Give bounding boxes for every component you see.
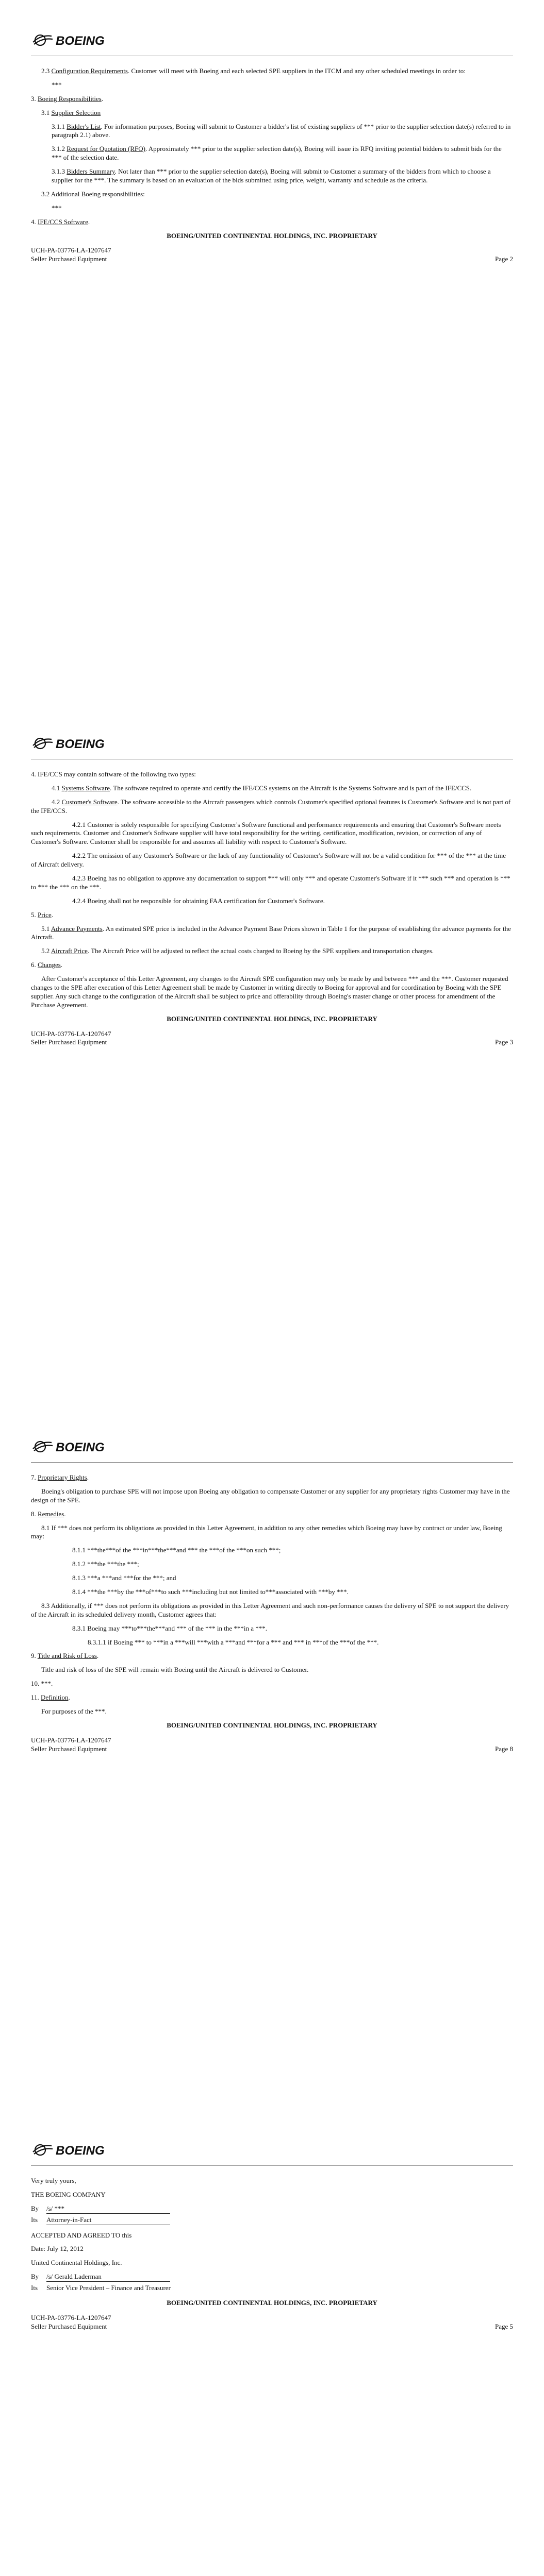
company-name: THE BOEING COMPANY — [31, 2190, 106, 2198]
document-id: UCH-PA-03776-LA-1207647 — [31, 1029, 111, 1038]
page-footer — [31, 1736, 513, 1754]
page-footer — [31, 2314, 513, 2331]
paragraph: 4.2.3 Boeing has no obligation to approve any documentation to support *** will only *** and operate Customer's Software if it *** such *** and operation is *** to *** the *** on the ***. — [31, 874, 510, 891]
page-body — [31, 770, 513, 1047]
boeing-logo — [31, 30, 124, 50]
page-number: Page 5 — [494, 2322, 513, 2330]
paragraph: 3.1.2 Request for Quotation (RFQ). Approximately *** prior to the supplier selection date(s), Boeing will issue its RFQ inviting potential bidders to submit bids for the *** of the selection date. — [52, 145, 502, 162]
document-title: Seller Purchased Equipment — [31, 255, 107, 263]
paragraph: 4.2.4 Boeing shall not be responsible for obtaining FAA certification for Customer's Software. — [72, 896, 325, 905]
section-heading: 4. IFE/CCS Software. — [31, 217, 90, 226]
paragraph: 4. IFE/CCS may contain software of the following two types: — [31, 770, 196, 778]
redacted-text: *** — [52, 204, 62, 212]
paragraph: 4.2 Customer's Software. The software accessible to the Aircraft passengers which controls Customer's specified optional features is Customer's Software and is not part of the IFE/CCS. — [31, 798, 511, 815]
page-footer — [31, 246, 513, 264]
subsection-heading: 3.1 Supplier Selection — [41, 108, 101, 116]
paragraph: 4.1 Systems Software. The software required to operate and certify the IFE/CCS systems on the Aircraft is the Systems Software and is part of the IFE/CCS. — [52, 784, 472, 792]
paragraph: 5.1 Advance Payments. An estimated SPE price is included in the Advance Payment Base Prices shown in Table 1 for the purpose of establishing the advance payments for the Aircraft. — [31, 924, 511, 941]
signature-label: Its — [31, 2284, 38, 2292]
section-heading: 5. Price. — [31, 910, 53, 919]
section-heading: 11. Definition. — [31, 1693, 70, 1702]
boeing-logo — [31, 733, 124, 754]
company-name: United Continental Holdings, Inc. — [31, 2259, 122, 2267]
signature-by — [31, 2273, 513, 2282]
paragraph: 5.2 Aircraft Price. The Aircraft Price will be adjusted to reflect the actual costs charged to Boeing by the SPE suppliers and transportation charges. — [41, 947, 434, 955]
signature-value: /s/ Gerald Laderman — [46, 2273, 170, 2282]
document-title: Seller Purchased Equipment — [31, 1038, 107, 1046]
document-id: UCH-PA-03776-LA-1207647 — [31, 2313, 111, 2321]
paragraph: 8.1 If *** does not perform its obligations as provided in this Letter Agreement, in addition to any other remedies which Boeing may have by contract or under law, Boeing may: — [31, 1523, 502, 1540]
svg-text:BOEING: BOEING — [56, 34, 105, 48]
list-item: 8.3.1.1 if Boeing *** to ***in a ***will ***with a ***and ***for a *** and *** in ***of the ***of the ***. — [88, 1638, 379, 1646]
svg-text:BOEING: BOEING — [56, 737, 105, 751]
paragraph: 4.2.2 The omission of any Customer's Software or the lack of any functionality of Customer's Software will not be a valid condition for *** of the *** at the time of Aircraft delivery. — [31, 852, 506, 869]
document-title: Seller Purchased Equipment — [31, 1744, 107, 1753]
document-page — [0, 703, 544, 1406]
signature-label: By — [31, 2204, 39, 2212]
svg-text:BOEING: BOEING — [56, 2144, 105, 2158]
paragraph: For purposes of the ***. — [41, 1707, 107, 1716]
paragraph: Boeing's obligation to purchase SPE will not impose upon Boeing any obligation to compensate Customer or any supplier for any proprietary rights Customer may have in the design of the SPE. — [31, 1487, 510, 1504]
paragraph: 8.3 Additionally, if *** does not perform its obligations as provided in this Letter Agreement and such non-performance causes the delivery of SPE to not support the delivery of the Aircraft in its scheduled delivery month, Customer agrees that: — [31, 1601, 509, 1618]
boeing-logo — [31, 1436, 124, 1457]
header-rule — [31, 1462, 513, 1463]
list-item: 8.1.1 ***the***of the ***in***the***and *** the ***of the ***on such ***; — [72, 1546, 281, 1554]
paragraph: 3.1.3 Bidders Summary. Not later than *** prior to the supplier selection date(s), Boeing will submit to Customer a summary of the bidders from which to choose a supplier for the ***. The summary is based on an evaluation of the bids submitted using price, weight, warranty and schedule as the criteria. — [52, 167, 491, 184]
document-page — [0, 0, 544, 703]
paragraph: 3.1.1 Bidder's List. For information purposes, Boeing will submit to Customer a bidder's list of existing suppliers of *** prior to the supplier selection date(s) referred to in paragraph 2.1) above. — [52, 122, 511, 139]
signature-its — [31, 2284, 513, 2293]
signature-label: Its — [31, 2215, 38, 2224]
page-body — [31, 2177, 513, 2331]
svg-text:BOEING: BOEING — [56, 1440, 105, 1454]
page-number: Page 2 — [494, 255, 513, 263]
section-heading: 10. ***. — [31, 1680, 53, 1688]
page-footer — [31, 1030, 513, 1047]
signature-value: Attorney-in-Fact — [46, 2216, 170, 2225]
document-title: Seller Purchased Equipment — [31, 2322, 107, 2330]
acceptance-line: ACCEPTED AND AGREED TO this — [31, 2231, 132, 2239]
signature-value: Senior Vice President – Finance and Treasurer — [46, 2284, 171, 2292]
section-heading: 8. Remedies. — [31, 1510, 66, 1518]
proprietary-notice: BOEING/UNITED CONTINENTAL HOLDINGS, INC. PROPRIETARY — [167, 1721, 377, 1729]
signature-value: /s/ *** — [46, 2205, 170, 2214]
acceptance-date: Date: July 12, 2012 — [31, 2245, 84, 2253]
page-body — [31, 67, 513, 264]
list-item: 8.3.1 Boeing may ***to***the***and *** of the *** in the ***in a ***. — [72, 1624, 268, 1632]
section-heading: 3. Boeing Responsibilities. — [31, 94, 104, 103]
paragraph: 2.3 Configuration Requirements. Customer will meet with Boeing and each selected SPE suppliers in the ITCM and any other scheduled meetings in order to: — [41, 67, 466, 75]
section-heading: 9. Title and Risk of Loss. — [31, 1652, 99, 1660]
list-item: 8.1.3 ***a ***and ***for the ***; and — [72, 1574, 176, 1582]
page-number: Page 8 — [494, 1744, 513, 1753]
list-item: 8.1.4 ***the ***by the ***of***to such ***including but not limited to***associated with ***by ***. — [72, 1588, 349, 1596]
paragraph: Title and risk of loss of the SPE will remain with Boeing until the Aircraft is delivered to Customer. — [41, 1666, 309, 1674]
signature-label: By — [31, 2273, 39, 2281]
document-page — [0, 2110, 544, 2576]
signature-its — [31, 2216, 513, 2225]
signature-by — [31, 2205, 513, 2214]
section-heading: 7. Proprietary Rights. — [31, 1473, 89, 1481]
proprietary-notice: BOEING/UNITED CONTINENTAL HOLDINGS, INC. PROPRIETARY — [167, 2299, 377, 2307]
boeing-logo — [31, 2140, 124, 2160]
section-heading: 6. Changes. — [31, 961, 63, 969]
proprietary-notice: BOEING/UNITED CONTINENTAL HOLDINGS, INC. PROPRIETARY — [167, 231, 377, 240]
document-page — [0, 1406, 544, 2110]
page-body — [31, 1473, 513, 1754]
list-item: 8.1.2 ***the ***the ***; — [72, 1560, 139, 1568]
paragraph: 3.2 Additional Boeing responsibilities: — [41, 190, 145, 198]
document-id: UCH-PA-03776-LA-1207647 — [31, 1736, 111, 1744]
page-number: Page 3 — [494, 1038, 513, 1046]
paragraph: 4.2.1 Customer is solely responsible for specifying Customer's Software functional and performance requirements and ensuring that Customer's Software meets such requirements. Customer and Customer's Software supplier will have total responsibility for the writing, certification, modification, revision, or correction of any of Customer's Software. Customer shall be responsible for and assumes all liability with respect to Customer's Software. — [31, 820, 501, 846]
closing-line: Very truly yours, — [31, 2177, 76, 2184]
paragraph: After Customer's acceptance of this Letter Agreement, any changes to the Aircraft SPE configuration may only be made by and between *** and the ***. Customer requested changes to the SPE after execution of this Letter Agreement shall be made by Customer in writing directly to Boeing for approval and for coordination by Boeing with the SPE supplier. Any such change to the configuration of the Aircraft shall be subject to price and offerability through Boeing's master change or other process for amendment of the Purchase Agreement. — [31, 975, 508, 1009]
redacted-text: *** — [52, 80, 62, 89]
document-id: UCH-PA-03776-LA-1207647 — [31, 246, 111, 255]
proprietary-notice: BOEING/UNITED CONTINENTAL HOLDINGS, INC. PROPRIETARY — [167, 1014, 377, 1023]
header-rule — [31, 2165, 513, 2166]
